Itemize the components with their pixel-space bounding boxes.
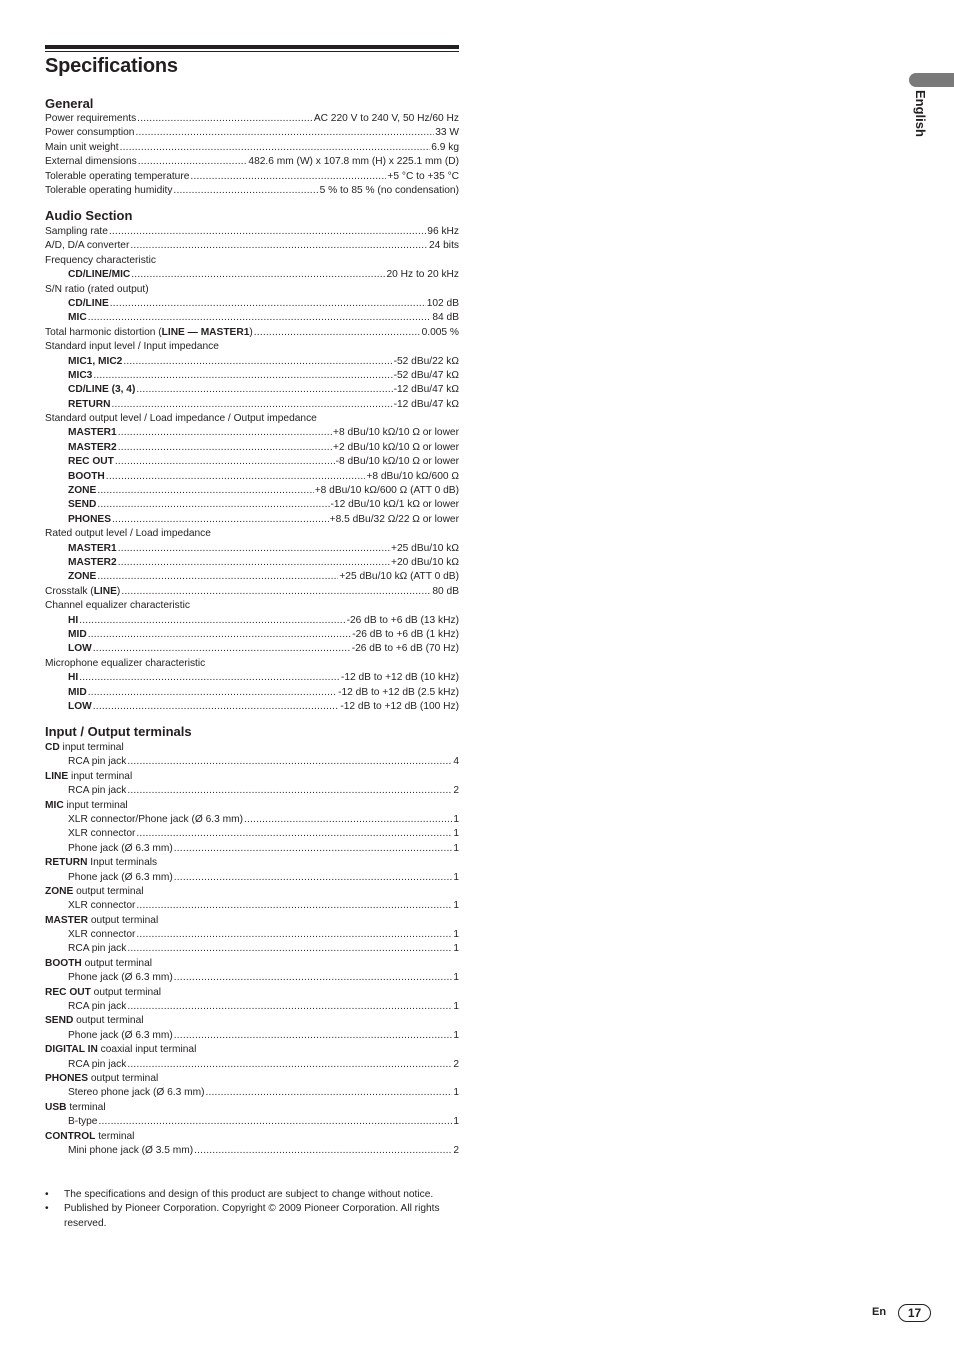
spec-row (45, 426, 459, 440)
spec-row (45, 112, 459, 126)
section-heading-io: Input / Output terminals (45, 724, 192, 739)
spec-subheading: Standard output level / Load impedance / Output impedance (45, 413, 317, 425)
spec-value: -26 dB to +6 dB (1 kHz) (352, 628, 459, 640)
terminal-heading (45, 741, 459, 755)
spec-label (68, 455, 114, 469)
terminal-type: output terminal (81, 957, 153, 969)
terminal-label: RCA pin jack (68, 756, 127, 768)
spec-value: +8 dBu/10 kΩ/600 Ω (366, 470, 459, 482)
section-heading-audio: Audio Section (45, 208, 133, 223)
spec-subheading: Rated output level / Load impedance (45, 528, 211, 540)
spec-label-bold: ZONE (68, 485, 97, 497)
terminal-heading (45, 914, 459, 928)
terminal-name: MASTER (45, 914, 89, 926)
leader-dots (127, 1058, 452, 1072)
note-text: The specifications and design of this product are subject to change without notice. (64, 1189, 434, 1200)
spec-label-bold: MID (68, 628, 87, 640)
spec-label-text: ) (116, 585, 121, 597)
leader-dots (111, 398, 392, 412)
terminal-label: XLR connector/Phone jack (Ø 6.3 mm) (68, 813, 243, 825)
terminal-count: 1 (453, 1087, 459, 1099)
terminal-row (45, 813, 459, 827)
spec-value: +2 dBu/10 kΩ/10 Ω or lower (333, 441, 459, 453)
spec-row (45, 614, 459, 628)
page-title: Specifications (45, 55, 178, 77)
terminal-heading (45, 1014, 459, 1028)
terminal-label: XLR connector (68, 929, 136, 941)
spec-label (68, 671, 78, 685)
bullet: • (45, 1189, 49, 1200)
terminal-heading (45, 856, 459, 870)
spec-value: +8 dBu/10 kΩ/600 Ω (ATT 0 dB) (314, 485, 459, 497)
spec-label-bold: HI (68, 614, 79, 626)
leader-dots (88, 628, 352, 642)
terminal-label: Phone jack (Ø 6.3 mm) (68, 1029, 173, 1041)
leader-dots (174, 842, 453, 856)
top-rule-thin (45, 51, 459, 52)
spec-label (68, 441, 117, 455)
spec-label-bold: MASTER1 (68, 427, 117, 439)
spec-label (68, 268, 130, 282)
spec-label-bold: MIC1, MIC2 (68, 355, 123, 367)
terminal-label: Mini phone jack (Ø 3.5 mm) (68, 1144, 194, 1156)
spec-value: 33 W (435, 127, 459, 139)
spec-row (45, 141, 459, 155)
spec-label (68, 369, 92, 383)
spec-label (68, 355, 122, 369)
spec-row (45, 355, 459, 369)
leader-dots (131, 268, 385, 282)
language-tab (909, 73, 954, 87)
leader-dots (93, 369, 392, 383)
leader-dots (79, 671, 340, 685)
spec-label-text: ) (249, 326, 253, 338)
terminal-heading (45, 885, 459, 899)
spec-label (68, 311, 87, 325)
terminal-type: Input terminals (87, 857, 158, 869)
spec-label: Power consumption (45, 127, 135, 139)
spec-value: 482.6 mm (W) x 107.8 mm (H) x 225.1 mm (D) (248, 156, 459, 168)
leader-dots (174, 971, 453, 985)
spec-subheading: Channel equalizer characteristic (45, 600, 190, 612)
leader-dots (136, 383, 392, 397)
page-language-code: En (872, 1306, 887, 1318)
notes-list (45, 1188, 459, 1231)
spec-label (45, 326, 253, 340)
leader-dots (138, 155, 248, 169)
terminal-count: 1 (453, 972, 459, 984)
terminal-row (45, 871, 459, 885)
leader-dots (79, 614, 345, 628)
terminal-row (45, 1058, 459, 1072)
spec-row (45, 225, 459, 239)
note-item (45, 1188, 459, 1202)
terminal-row (45, 1029, 459, 1043)
leader-dots (127, 1000, 452, 1014)
terminal-label: B-type (68, 1116, 98, 1128)
leader-dots (127, 755, 452, 769)
spec-label-bold: CD/LINE (3, 4) (68, 384, 136, 396)
leader-dots (190, 170, 386, 184)
terminal-heading (45, 957, 459, 971)
spec-row (45, 513, 459, 527)
spec-label-bold: REC OUT (68, 456, 114, 468)
terminal-count: 2 (453, 785, 459, 797)
spec-label-bold: ZONE (68, 571, 97, 583)
spec-row (45, 628, 459, 642)
spec-row (45, 170, 459, 184)
leader-dots (121, 585, 431, 599)
spec-label-bold: HI (68, 672, 79, 684)
spec-value: -12 dB to +12 dB (100 Hz) (340, 700, 459, 712)
spec-label (68, 628, 87, 642)
spec-subheading: Frequency characteristic (45, 254, 156, 266)
spec-value: 6.9 kg (431, 141, 459, 153)
spec-label-bold: MIC (68, 312, 87, 324)
terminal-row (45, 1086, 459, 1100)
terminal-heading (45, 1130, 459, 1144)
terminal-label: XLR connector (68, 828, 136, 840)
spec-value: -8 dBu/10 kΩ/10 Ω or lower (335, 456, 459, 468)
terminal-heading (45, 770, 459, 784)
terminal-type: input terminal (68, 770, 133, 782)
terminal-label: RCA pin jack (68, 1058, 127, 1070)
spec-label (68, 686, 87, 700)
terminal-label: RCA pin jack (68, 943, 127, 955)
spec-label-bold: LINE (93, 585, 117, 597)
spec-label-bold: MASTER2 (68, 441, 117, 453)
spec-label (68, 700, 92, 714)
spec-value: -12 dBu/47 kΩ (393, 384, 459, 396)
spec-value: -12 dB to +12 dB (10 kHz) (340, 672, 459, 684)
spec-label-bold: SEND (68, 499, 97, 511)
spec-label: Main unit weight (45, 141, 119, 153)
terminal-name: SEND (45, 1015, 74, 1027)
leader-dots (174, 1029, 453, 1043)
spec-value: -12 dB to +12 dB (2.5 kHz) (338, 686, 459, 698)
spec-value: -12 dBu/10 kΩ/1 kΩ or lower (330, 499, 459, 511)
leader-dots (120, 141, 431, 155)
terminal-name: CONTROL (45, 1130, 96, 1142)
terminal-row (45, 899, 459, 913)
terminal-type: input terminal (59, 742, 124, 753)
spec-row (45, 297, 459, 311)
terminal-count: 1 (453, 828, 459, 840)
note-item (45, 1202, 459, 1231)
leader-dots (173, 184, 318, 198)
bullet: • (45, 1203, 49, 1215)
spec-label-bold: PHONES (68, 513, 112, 525)
spec-row (45, 455, 459, 469)
spec-row (45, 498, 459, 512)
spec-label (68, 570, 96, 584)
terminal-row (45, 842, 459, 856)
terminal-label: Phone jack (Ø 6.3 mm) (68, 871, 173, 883)
terminal-row (45, 942, 459, 956)
note-text: Published by Pioneer Corporation. Copyright © 2009 Pioneer Corporation. All rights reserved. (64, 1203, 440, 1229)
terminal-type: output terminal (88, 914, 159, 926)
spec-label (68, 426, 117, 440)
top-rule-thick (45, 45, 459, 49)
spec-label: Sampling rate (45, 226, 108, 237)
leader-dots (127, 942, 452, 956)
spec-value: -52 dBu/47 kΩ (393, 369, 459, 381)
terminal-type: terminal (95, 1130, 135, 1142)
terminal-heading (45, 1043, 459, 1057)
leader-dots (118, 542, 390, 556)
spec-value: 80 dB (432, 585, 459, 597)
io-terminal-list (45, 741, 459, 1158)
spec-value: -26 dB to +6 dB (13 kHz) (346, 614, 459, 626)
leader-dots (244, 813, 452, 827)
spec-row (45, 700, 459, 714)
spec-row (45, 642, 459, 656)
spec-row (45, 326, 459, 340)
spec-value: 5 % to 85 % (no condensation) (319, 184, 459, 196)
terminal-name: ZONE (45, 885, 74, 897)
leader-dots (136, 827, 452, 841)
terminal-heading (45, 799, 459, 813)
terminal-heading (45, 1072, 459, 1086)
terminal-count: 1 (453, 929, 459, 941)
terminal-name: LINE (45, 770, 69, 782)
spec-row (45, 671, 459, 685)
terminal-label: XLR connector (68, 900, 136, 912)
terminal-type: output terminal (88, 1072, 159, 1084)
leader-dots (136, 899, 452, 913)
terminal-count: 1 (453, 943, 459, 955)
leader-dots (88, 686, 337, 700)
terminal-row (45, 1144, 459, 1158)
terminal-row (45, 827, 459, 841)
terminal-type: output terminal (73, 885, 144, 897)
spec-row (45, 398, 459, 412)
leader-dots (130, 239, 428, 253)
spec-label-bold: BOOTH (68, 470, 105, 482)
terminal-label: Phone jack (Ø 6.3 mm) (68, 972, 173, 984)
terminal-label: Phone jack (Ø 6.3 mm) (68, 842, 173, 854)
spec-row (45, 686, 459, 700)
terminal-name: RETURN (45, 857, 88, 869)
spec-value: -26 dB to +6 dB (70 Hz) (351, 643, 459, 655)
terminal-count: 1 (453, 813, 459, 825)
spec-label (68, 642, 92, 656)
terminal-label: Stereo phone jack (Ø 6.3 mm) (68, 1087, 205, 1099)
terminal-row (45, 928, 459, 942)
spec-label-text: Total harmonic distortion ( (45, 326, 162, 338)
spec-label-bold: MID (68, 686, 87, 698)
terminal-name: MIC (45, 799, 64, 811)
leader-dots (123, 355, 392, 369)
spec-value: +8 dBu/10 kΩ/10 Ω or lower (333, 427, 459, 439)
spec-label (68, 383, 135, 397)
spec-subheading: S/N ratio (rated output) (45, 283, 149, 295)
leader-dots (110, 297, 426, 311)
spec-label: Tolerable operating temperature (45, 170, 190, 182)
spec-value: +25 dBu/10 kΩ (ATT 0 dB) (339, 571, 459, 583)
terminal-row (45, 1115, 459, 1129)
spec-value: +5 °C to +35 °C (387, 170, 459, 182)
spec-label (68, 470, 105, 484)
section-heading-general: General (45, 96, 94, 111)
spec-value: +25 dBu/10 kΩ (391, 542, 459, 554)
terminal-name: DIGITAL IN (45, 1044, 98, 1056)
spec-label-bold: MASTER2 (68, 556, 117, 568)
terminal-type: coaxial input terminal (97, 1044, 197, 1056)
terminal-name: REC OUT (45, 986, 91, 998)
terminal-count: 1 (453, 900, 459, 912)
spec-row (45, 470, 459, 484)
spec-label-bold: MASTER1 (68, 542, 117, 554)
terminal-count: 1 (453, 1116, 459, 1128)
spec-label-bold: CD/LINE/MIC (68, 269, 131, 281)
spec-value: +20 dBu/10 kΩ (391, 556, 459, 568)
terminal-label: RCA pin jack (68, 785, 127, 797)
spec-row (45, 268, 459, 282)
terminal-type: terminal (66, 1101, 106, 1113)
spec-label (68, 498, 96, 512)
spec-label: External dimensions (45, 156, 137, 168)
spec-row (45, 441, 459, 455)
spec-value: +8.5 dBu/32 Ω/22 Ω or lower (329, 513, 459, 525)
leader-dots (88, 311, 432, 325)
leader-dots (93, 700, 340, 714)
spec-value: 96 kHz (427, 226, 459, 237)
spec-subheading: Standard input level / Input impedance (45, 341, 219, 353)
spec-label (68, 398, 110, 412)
leader-dots (118, 556, 390, 570)
spec-row (45, 155, 459, 169)
spec-value: -52 dBu/22 kΩ (393, 355, 459, 367)
leader-dots (106, 470, 366, 484)
spec-value: 24 bits (428, 240, 459, 252)
spec-label-bold: LINE — MASTER1 (161, 326, 250, 338)
terminal-count: 2 (453, 1144, 459, 1156)
spec-value: 102 dB (426, 297, 459, 309)
spec-row (45, 383, 459, 397)
spec-row (45, 556, 459, 570)
leader-dots (98, 1115, 452, 1129)
terminal-row (45, 971, 459, 985)
spec-label-bold: LOW (68, 643, 92, 655)
terminal-type: input terminal (63, 799, 128, 811)
spec-label: A/D, D/A converter (45, 240, 130, 252)
terminal-count: 4 (453, 756, 459, 768)
terminal-count: 1 (453, 1001, 459, 1013)
terminal-row (45, 784, 459, 798)
spec-label-bold: LOW (68, 700, 92, 712)
spec-row (45, 542, 459, 556)
terminal-name: PHONES (45, 1072, 89, 1084)
leader-dots (127, 784, 452, 798)
terminal-type: output terminal (90, 986, 162, 998)
spec-value: 0.005 % (421, 326, 459, 338)
leader-dots (97, 484, 313, 498)
leader-dots (118, 441, 332, 455)
terminal-label: RCA pin jack (68, 1001, 127, 1013)
language-label: English (913, 90, 928, 137)
spec-label (68, 542, 117, 556)
spec-value: 84 dB (432, 312, 459, 324)
leader-dots (194, 1144, 452, 1158)
spec-label-bold: CD/LINE (68, 297, 109, 309)
spec-row (45, 570, 459, 584)
leader-dots (137, 112, 313, 126)
spec-row (45, 484, 459, 498)
terminal-name: CD (45, 742, 60, 753)
spec-row (45, 369, 459, 383)
leader-dots (205, 1086, 452, 1100)
spec-row (45, 239, 459, 253)
page-number: 17 (898, 1304, 931, 1322)
terminal-count: 1 (453, 1029, 459, 1041)
terminal-heading (45, 1101, 459, 1115)
terminal-name: BOOTH (45, 957, 82, 969)
leader-dots (109, 225, 426, 239)
terminal-row (45, 1000, 459, 1014)
spec-label (68, 297, 109, 311)
leader-dots (97, 570, 338, 584)
leader-dots (174, 871, 453, 885)
general-spec-list (45, 112, 459, 198)
leader-dots (135, 126, 434, 140)
leader-dots (136, 928, 452, 942)
spec-row (45, 311, 459, 325)
terminal-type: output terminal (73, 1015, 144, 1027)
leader-dots (115, 455, 335, 469)
terminal-count: 1 (453, 871, 459, 883)
spec-label (45, 585, 120, 599)
terminal-count: 2 (453, 1058, 459, 1070)
terminal-row (45, 755, 459, 769)
spec-label: Tolerable operating humidity (45, 184, 173, 196)
spec-label: Power requirements (45, 113, 137, 124)
terminal-count: 1 (453, 842, 459, 854)
terminal-name: USB (45, 1101, 67, 1113)
spec-label-text: Crosstalk ( (45, 585, 94, 597)
leader-dots (112, 513, 329, 527)
spec-label-bold: MIC3 (68, 369, 93, 381)
spec-label-bold: RETURN (68, 398, 111, 410)
leader-dots (118, 426, 332, 440)
terminal-heading (45, 986, 459, 1000)
spec-row (45, 585, 459, 599)
spec-row (45, 126, 459, 140)
leader-dots (97, 498, 329, 512)
leader-dots (93, 642, 351, 656)
spec-subheading: Microphone equalizer characteristic (45, 657, 206, 669)
spec-label (68, 614, 78, 628)
spec-row (45, 184, 459, 198)
spec-value: -12 dBu/47 kΩ (393, 398, 459, 410)
leader-dots (254, 326, 421, 340)
spec-label (68, 484, 96, 498)
spec-label (68, 513, 111, 527)
spec-value: 20 Hz to 20 kHz (386, 269, 459, 281)
audio-spec-list (45, 225, 459, 714)
spec-value: AC 220 V to 240 V, 50 Hz/60 Hz (313, 113, 459, 124)
spec-label (68, 556, 117, 570)
